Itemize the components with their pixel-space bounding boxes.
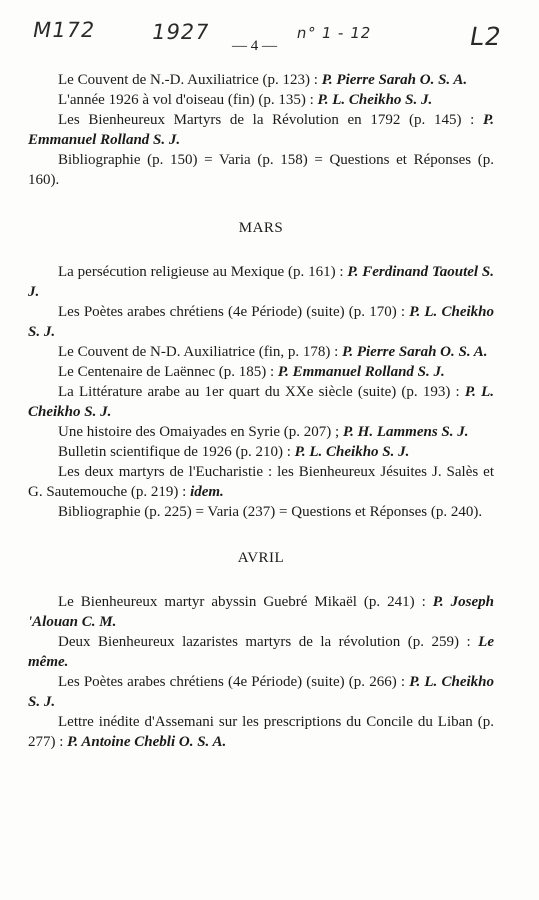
toc-entry [28,262,494,302]
entry-group-mars [28,262,494,522]
entry-title: Le Couvent de N.-D. Auxiliatrice (p. 123) : [58,72,322,88]
entry-title: Bulletin scientifique de 1926 (p. 210) : [58,444,295,460]
toc-entry [28,382,494,422]
entry-author: P. L. Cheikho S. J. [294,444,410,460]
entry-author: P. Pierre Sarah O. S. A. [342,344,488,360]
section-heading-mars: MARS [238,220,284,236]
handwritten-issue: n° 1 - 12 [295,24,373,42]
entry-title: Les deux martyrs de l'Eucharistie : les Bienheureux Jésuites J. Salès et G. Sautemouche (p. 219) : [28,464,494,500]
toc-entry [28,110,494,150]
entry-author: P. H. Lammens S. J. [342,424,469,440]
toc-entry [28,422,494,442]
handwritten-ref-left: M172 [30,18,98,42]
entry-title: Les Poètes arabes chrétiens (4e Période) (suite) (p. 266) : [58,674,410,690]
entry-author: P. L. Cheikho S. J. [317,92,433,108]
toc-entry [28,362,494,382]
entry-author: P. Joseph 'Alouan C. M. [28,594,494,630]
entry-title: L'année 1926 à vol d'oiseau (fin) (p. 135) : [58,92,318,108]
toc-entry [28,302,494,342]
toc-entry [28,150,494,190]
toc-entry [28,502,494,522]
entry-title: Bibliographie (p. 225) = Varia (237) = Questions et Réponses (p. 240). [58,504,483,520]
entry-author: P. Pierre Sarah O. S. A. [321,72,468,88]
handwritten-ref-right: L2 [467,22,505,51]
toc-entry [28,342,494,362]
entry-title: Le Couvent de N-D. Auxiliatrice (fin, p. 178) : [58,344,343,360]
entry-author: P. Ferdinand Taoutel S. J. [28,264,495,300]
toc-entry [28,632,494,672]
entry-author: P. Emmanuel Rolland S. J. [277,364,445,380]
entry-title: La persécution religieuse au Mexique (p. 161) : [58,264,348,280]
entry-group-fevrier [28,70,494,190]
toc-entry [28,70,494,90]
toc-entry [28,90,494,110]
toc-entry [28,592,494,632]
entry-author: P. L. Cheikho S. J. [28,674,494,710]
page-number: — 4 — [232,38,277,54]
toc-entry [28,462,494,502]
entry-title: Les Bienheureux Martyrs de la Révolution en 1792 (p. 145) : [58,112,484,128]
entry-group-avril [28,592,494,752]
entry-author: P. Antoine Chebli O. S. A. [67,734,227,750]
entry-title: Une histoire des Omaiyades en Syrie (p. 207) ; [58,424,343,440]
entry-title: Bibliographie (p. 150) = Varia (p. 158) = Questions et Réponses (p. 160). [28,152,494,188]
entry-author: idem. [190,484,224,500]
entry-title: Le Bienheureux martyr abyssin Guebré Mikaël (p. 241) : [58,594,433,610]
entry-title: Le Centenaire de Laënnec (p. 185) : [58,364,278,380]
entry-title: Deux Bienheureux lazaristes martyrs de la révolution (p. 259) : [58,634,479,650]
entry-title: Les Poètes arabes chrétiens (4e Période) (suite) (p. 170) : [58,304,410,320]
handwritten-year: 1927 [149,20,212,44]
toc-entry [28,712,494,752]
entry-author: P. L. Cheikho S. J. [28,384,494,420]
table-of-contents [28,70,494,752]
entry-author: P. Emmanuel Rolland S. J. [28,112,494,148]
entry-title: Lettre inédite d'Assemani sur les prescriptions du Concile du Liban (p. 277) : [28,714,494,750]
section-heading-avril: AVRIL [237,550,285,566]
toc-entry [28,442,494,462]
entry-author: P. L. Cheikho S. J. [28,304,494,340]
entry-author: Le même. [28,634,494,670]
toc-entry [28,672,494,712]
entry-title: La Littérature arabe au 1er quart du XXe siècle (suite) (p. 193) : [58,384,465,400]
